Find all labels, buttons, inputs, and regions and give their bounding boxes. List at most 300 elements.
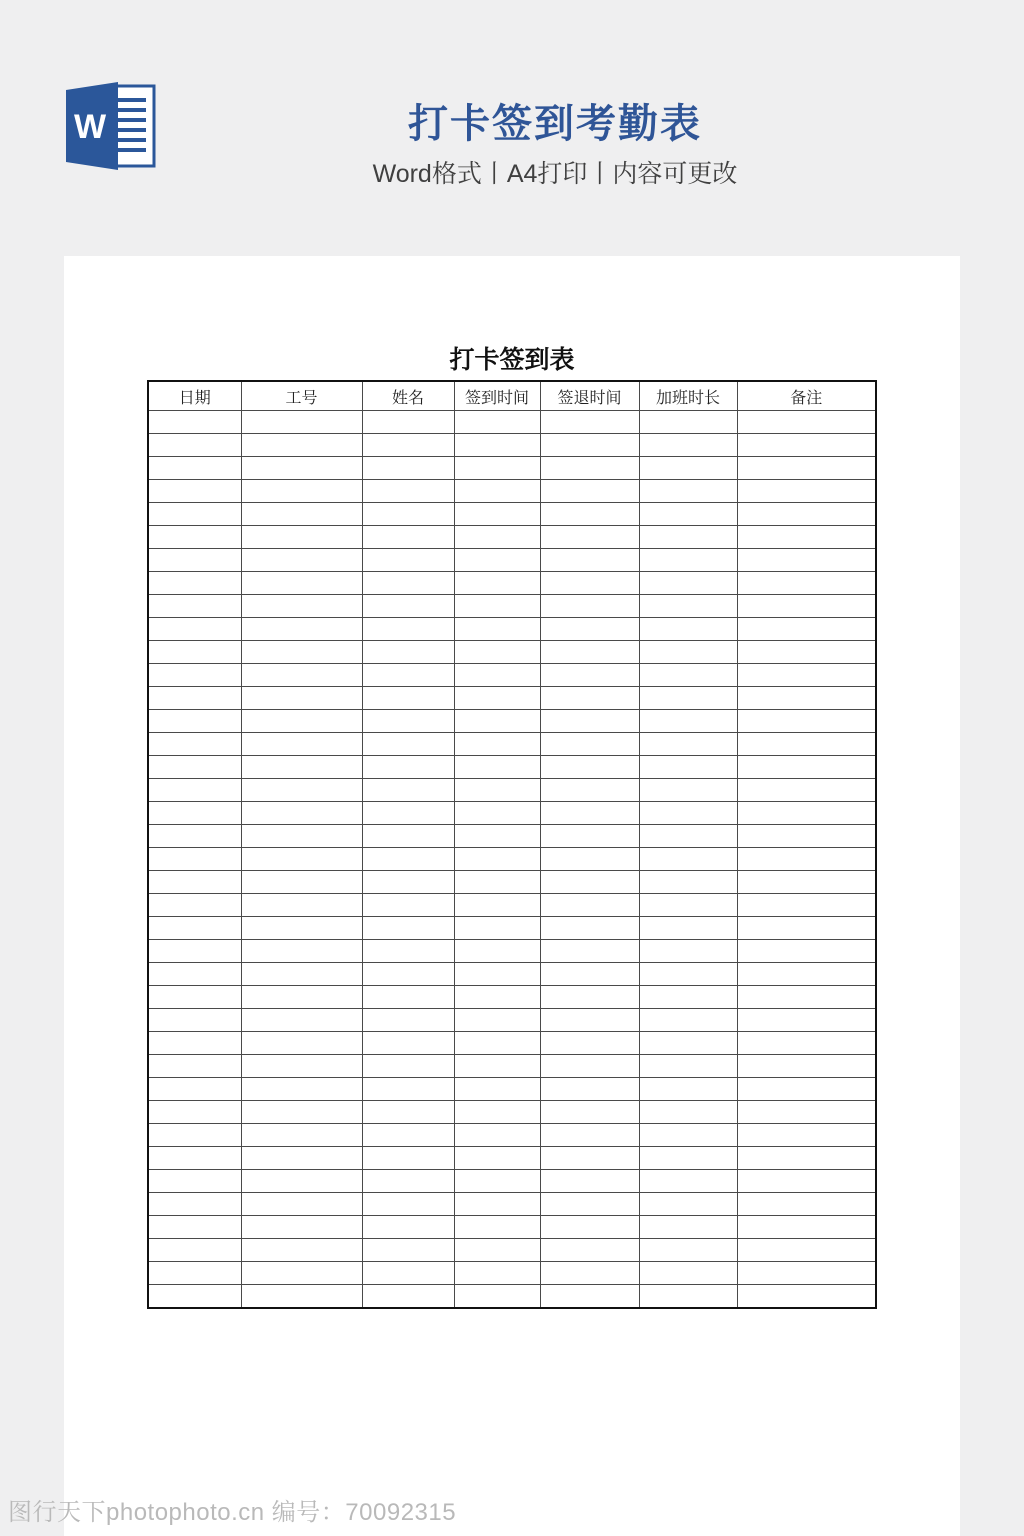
table-cell[interactable]	[540, 710, 639, 733]
table-cell[interactable]	[241, 779, 362, 802]
table-cell[interactable]	[454, 1101, 540, 1124]
table-cell[interactable]	[737, 526, 876, 549]
table-cell[interactable]	[737, 802, 876, 825]
table-cell[interactable]	[148, 1009, 241, 1032]
table-cell[interactable]	[241, 940, 362, 963]
table-cell[interactable]	[639, 457, 737, 480]
table-row	[148, 434, 876, 457]
table-cell[interactable]	[148, 917, 241, 940]
table-cell[interactable]	[639, 1101, 737, 1124]
table-cell[interactable]	[639, 825, 737, 848]
table-cell[interactable]	[362, 1009, 454, 1032]
table-cell[interactable]	[362, 1285, 454, 1309]
table-cell[interactable]	[454, 733, 540, 756]
table-cell[interactable]	[148, 549, 241, 572]
table-cell[interactable]	[454, 1055, 540, 1078]
table-row	[148, 664, 876, 687]
table-cell[interactable]	[639, 1032, 737, 1055]
table-cell[interactable]	[540, 526, 639, 549]
table-cell[interactable]	[148, 664, 241, 687]
table-cell[interactable]	[454, 595, 540, 618]
table-row	[148, 595, 876, 618]
table-cell[interactable]	[737, 940, 876, 963]
table-cell[interactable]	[241, 687, 362, 710]
table-cell[interactable]	[540, 457, 639, 480]
table-cell[interactable]	[362, 434, 454, 457]
table-cell[interactable]	[454, 411, 540, 434]
table-cell[interactable]	[148, 1285, 241, 1309]
table-cell[interactable]	[639, 503, 737, 526]
table-cell[interactable]	[454, 457, 540, 480]
table-cell[interactable]	[454, 687, 540, 710]
table-row	[148, 986, 876, 1009]
table-cell[interactable]	[148, 1170, 241, 1193]
table-cell[interactable]	[737, 1170, 876, 1193]
table-row	[148, 1147, 876, 1170]
table-cell[interactable]	[737, 710, 876, 733]
table-cell[interactable]	[241, 549, 362, 572]
table-cell[interactable]	[148, 1216, 241, 1239]
table-cell[interactable]	[540, 848, 639, 871]
table-cell[interactable]	[362, 664, 454, 687]
table-cell[interactable]	[148, 963, 241, 986]
table-cell[interactable]	[148, 503, 241, 526]
table-cell[interactable]	[540, 779, 639, 802]
table-cell[interactable]	[639, 871, 737, 894]
table-cell[interactable]	[362, 687, 454, 710]
table-cell[interactable]	[241, 825, 362, 848]
table-cell[interactable]	[639, 1170, 737, 1193]
table-cell[interactable]	[639, 1193, 737, 1216]
table-cell[interactable]	[241, 1170, 362, 1193]
table-cell[interactable]	[737, 963, 876, 986]
table-cell[interactable]	[737, 848, 876, 871]
table-cell[interactable]	[540, 1262, 639, 1285]
table-row	[148, 480, 876, 503]
word-document-icon	[64, 80, 156, 172]
table-cell[interactable]	[362, 963, 454, 986]
table-cell[interactable]	[241, 963, 362, 986]
table-row	[148, 733, 876, 756]
table-cell[interactable]	[454, 802, 540, 825]
table-cell[interactable]	[148, 756, 241, 779]
table-row	[148, 1124, 876, 1147]
table-cell[interactable]	[362, 871, 454, 894]
table-cell[interactable]	[639, 1285, 737, 1309]
table-cell[interactable]	[737, 1009, 876, 1032]
table-cell[interactable]	[737, 503, 876, 526]
table-cell[interactable]	[639, 710, 737, 733]
table-cell[interactable]	[241, 848, 362, 871]
table-cell[interactable]	[148, 1032, 241, 1055]
table-cell[interactable]	[148, 1055, 241, 1078]
table-cell[interactable]	[148, 641, 241, 664]
table-cell[interactable]	[362, 917, 454, 940]
table-cell[interactable]	[241, 1032, 362, 1055]
table-cell[interactable]	[241, 526, 362, 549]
table-cell[interactable]	[148, 1262, 241, 1285]
table-cell[interactable]	[241, 1124, 362, 1147]
table-cell[interactable]	[362, 733, 454, 756]
table-cell[interactable]	[241, 1078, 362, 1101]
table-row	[148, 1101, 876, 1124]
table-cell[interactable]	[639, 940, 737, 963]
table-cell[interactable]	[737, 572, 876, 595]
table-cell[interactable]	[148, 940, 241, 963]
table-cell[interactable]	[454, 1262, 540, 1285]
table-cell[interactable]	[737, 733, 876, 756]
table-cell[interactable]	[454, 1285, 540, 1309]
table-cell[interactable]	[362, 1032, 454, 1055]
table-cell[interactable]	[540, 1101, 639, 1124]
table-cell[interactable]	[454, 1124, 540, 1147]
table-cell[interactable]	[454, 526, 540, 549]
table-cell[interactable]	[241, 411, 362, 434]
table-cell[interactable]	[737, 1078, 876, 1101]
table-cell[interactable]	[362, 986, 454, 1009]
table-cell[interactable]	[148, 526, 241, 549]
table-cell[interactable]	[362, 572, 454, 595]
table-cell[interactable]	[540, 917, 639, 940]
table-cell[interactable]	[737, 1193, 876, 1216]
table-cell[interactable]	[737, 664, 876, 687]
table-cell[interactable]	[639, 411, 737, 434]
table-cell[interactable]	[540, 1032, 639, 1055]
table-cell[interactable]	[362, 1124, 454, 1147]
table-cell[interactable]	[737, 1101, 876, 1124]
table-cell[interactable]	[148, 986, 241, 1009]
table-cell[interactable]	[737, 986, 876, 1009]
table-cell[interactable]	[737, 1124, 876, 1147]
table-cell[interactable]	[737, 1055, 876, 1078]
table-cell[interactable]	[362, 825, 454, 848]
table-cell[interactable]	[362, 1170, 454, 1193]
table-cell[interactable]	[148, 1101, 241, 1124]
table-cell[interactable]	[639, 1147, 737, 1170]
table-cell[interactable]	[241, 434, 362, 457]
table-cell[interactable]	[737, 871, 876, 894]
table-cell[interactable]	[362, 1101, 454, 1124]
table-cell[interactable]	[639, 664, 737, 687]
table-cell[interactable]	[540, 1009, 639, 1032]
table-cell[interactable]	[737, 1216, 876, 1239]
table-cell[interactable]	[148, 1193, 241, 1216]
table-cell[interactable]	[362, 802, 454, 825]
table-cell[interactable]	[639, 1055, 737, 1078]
table-cell[interactable]	[639, 1262, 737, 1285]
table-row	[148, 1078, 876, 1101]
table-cell[interactable]	[241, 1239, 362, 1262]
table-cell[interactable]	[362, 595, 454, 618]
table-cell[interactable]	[241, 480, 362, 503]
table-cell[interactable]	[540, 434, 639, 457]
table-cell[interactable]	[454, 664, 540, 687]
table-cell[interactable]	[639, 963, 737, 986]
table-cell[interactable]	[148, 733, 241, 756]
table-cell[interactable]	[148, 1239, 241, 1262]
table-cell[interactable]	[241, 802, 362, 825]
table-cell[interactable]	[241, 457, 362, 480]
table-cell[interactable]	[241, 572, 362, 595]
table-cell[interactable]	[540, 1124, 639, 1147]
table-row	[148, 1216, 876, 1239]
table-cell[interactable]	[639, 1239, 737, 1262]
table-cell[interactable]	[362, 1193, 454, 1216]
table-cell[interactable]	[639, 480, 737, 503]
table-cell[interactable]	[362, 940, 454, 963]
watermark: 图行天下photophoto.cn 编号：70092315	[8, 1499, 457, 1526]
table-cell[interactable]	[148, 1078, 241, 1101]
table-cell[interactable]	[241, 664, 362, 687]
table-row	[148, 457, 876, 480]
table-cell[interactable]	[148, 1147, 241, 1170]
table-cell[interactable]	[737, 825, 876, 848]
table-cell[interactable]	[148, 871, 241, 894]
table-cell[interactable]	[540, 411, 639, 434]
table-cell[interactable]	[241, 894, 362, 917]
table-cell[interactable]	[454, 1032, 540, 1055]
table-cell[interactable]	[148, 825, 241, 848]
table-cell[interactable]	[241, 503, 362, 526]
table-cell[interactable]	[454, 1239, 540, 1262]
table-cell[interactable]	[639, 1009, 737, 1032]
table-cell[interactable]	[362, 526, 454, 549]
table-cell[interactable]	[148, 1124, 241, 1147]
table-cell[interactable]	[362, 1078, 454, 1101]
table-cell[interactable]	[362, 411, 454, 434]
table-cell[interactable]	[241, 595, 362, 618]
table-cell[interactable]	[540, 1078, 639, 1101]
table-cell[interactable]	[241, 710, 362, 733]
table-cell[interactable]	[362, 1262, 454, 1285]
table-cell[interactable]	[540, 1170, 639, 1193]
table-cell[interactable]	[540, 1055, 639, 1078]
table-cell[interactable]	[639, 779, 737, 802]
table-cell[interactable]	[540, 1216, 639, 1239]
table-cell[interactable]	[362, 848, 454, 871]
table-cell[interactable]	[241, 1101, 362, 1124]
table-cell[interactable]	[241, 641, 362, 664]
table-cell[interactable]	[540, 687, 639, 710]
table-cell[interactable]	[241, 917, 362, 940]
table-cell[interactable]	[148, 572, 241, 595]
table-cell[interactable]	[639, 549, 737, 572]
table-row	[148, 503, 876, 526]
table-row	[148, 641, 876, 664]
table-cell[interactable]	[241, 1147, 362, 1170]
table-cell[interactable]	[639, 917, 737, 940]
table-cell[interactable]	[540, 1239, 639, 1262]
table-cell[interactable]	[639, 1216, 737, 1239]
table-cell[interactable]	[454, 1078, 540, 1101]
table-cell[interactable]	[540, 756, 639, 779]
table-cell[interactable]	[540, 940, 639, 963]
table-cell[interactable]	[454, 779, 540, 802]
table-cell[interactable]	[737, 1285, 876, 1309]
table-cell[interactable]	[241, 871, 362, 894]
table-cell[interactable]	[540, 825, 639, 848]
table-cell[interactable]	[540, 802, 639, 825]
table-cell[interactable]	[362, 1055, 454, 1078]
table-cell[interactable]	[362, 756, 454, 779]
table-cell[interactable]	[540, 894, 639, 917]
table-cell[interactable]	[148, 687, 241, 710]
column-header-employee-id: 工号	[241, 381, 362, 411]
table-cell[interactable]	[362, 641, 454, 664]
table-cell[interactable]	[362, 710, 454, 733]
table-cell[interactable]	[454, 1216, 540, 1239]
table-cell[interactable]	[454, 940, 540, 963]
table-cell[interactable]	[454, 1193, 540, 1216]
table-row	[148, 1239, 876, 1262]
table-cell[interactable]	[454, 1009, 540, 1032]
table-cell[interactable]	[540, 641, 639, 664]
table-cell[interactable]	[148, 480, 241, 503]
table-cell[interactable]	[241, 1216, 362, 1239]
table-cell[interactable]	[241, 1009, 362, 1032]
table-cell[interactable]	[454, 710, 540, 733]
table-cell[interactable]	[639, 848, 737, 871]
table-cell[interactable]	[454, 549, 540, 572]
table-cell[interactable]	[148, 618, 241, 641]
table-cell[interactable]	[737, 1262, 876, 1285]
table-cell[interactable]	[454, 1147, 540, 1170]
table-cell[interactable]	[737, 917, 876, 940]
table-cell[interactable]	[639, 986, 737, 1009]
document-page	[64, 256, 960, 1536]
table-cell[interactable]	[737, 618, 876, 641]
table-cell[interactable]	[639, 595, 737, 618]
table-cell[interactable]	[148, 595, 241, 618]
column-header-sign-out-time: 签退时间	[540, 381, 639, 411]
table-cell[interactable]	[540, 871, 639, 894]
table-cell[interactable]	[148, 434, 241, 457]
table-cell[interactable]	[540, 618, 639, 641]
table-cell[interactable]	[454, 1170, 540, 1193]
table-cell[interactable]	[639, 434, 737, 457]
table-cell[interactable]	[737, 434, 876, 457]
table-cell[interactable]	[540, 595, 639, 618]
column-header-overtime: 加班时长	[639, 381, 737, 411]
table-cell[interactable]	[454, 641, 540, 664]
table-cell[interactable]	[241, 733, 362, 756]
table-cell[interactable]	[362, 894, 454, 917]
table-cell[interactable]	[737, 687, 876, 710]
table-cell[interactable]	[454, 986, 540, 1009]
table-cell[interactable]	[454, 871, 540, 894]
table-cell[interactable]	[241, 1262, 362, 1285]
table-cell[interactable]	[148, 411, 241, 434]
table-cell[interactable]	[362, 1216, 454, 1239]
table-cell[interactable]	[737, 1239, 876, 1262]
table-row	[148, 526, 876, 549]
table-cell[interactable]	[454, 963, 540, 986]
table-cell[interactable]	[454, 825, 540, 848]
table-cell[interactable]	[737, 641, 876, 664]
table-cell[interactable]	[362, 1147, 454, 1170]
table-cell[interactable]	[737, 1147, 876, 1170]
table-cell[interactable]	[454, 756, 540, 779]
table-cell[interactable]	[639, 756, 737, 779]
table-cell[interactable]	[737, 894, 876, 917]
table-cell[interactable]	[148, 457, 241, 480]
table-cell[interactable]	[540, 1147, 639, 1170]
table-cell[interactable]	[540, 1285, 639, 1309]
table-cell[interactable]	[639, 572, 737, 595]
table-cell[interactable]	[241, 986, 362, 1009]
table-cell[interactable]	[737, 411, 876, 434]
table-row	[148, 1009, 876, 1032]
table-cell[interactable]	[639, 1124, 737, 1147]
table-row	[148, 917, 876, 940]
table-cell[interactable]	[454, 434, 540, 457]
table-cell[interactable]	[540, 503, 639, 526]
table-cell[interactable]	[454, 848, 540, 871]
table-cell[interactable]	[362, 618, 454, 641]
table-cell[interactable]	[362, 779, 454, 802]
table-cell[interactable]	[454, 894, 540, 917]
table-cell[interactable]	[454, 917, 540, 940]
table-cell[interactable]	[639, 802, 737, 825]
table-cell[interactable]	[737, 549, 876, 572]
table-cell[interactable]	[241, 1193, 362, 1216]
table-cell[interactable]	[540, 986, 639, 1009]
table-cell[interactable]	[639, 733, 737, 756]
table-cell[interactable]	[362, 457, 454, 480]
table-cell[interactable]	[639, 526, 737, 549]
table-cell[interactable]	[241, 618, 362, 641]
table-cell[interactable]	[148, 848, 241, 871]
table-cell[interactable]	[737, 480, 876, 503]
attendance-table	[147, 380, 877, 1309]
table-cell[interactable]	[540, 549, 639, 572]
table-cell[interactable]	[540, 963, 639, 986]
table-cell[interactable]	[639, 687, 737, 710]
table-cell[interactable]	[639, 618, 737, 641]
table-cell[interactable]	[639, 641, 737, 664]
table-cell[interactable]	[639, 894, 737, 917]
table-cell[interactable]	[540, 664, 639, 687]
table-cell[interactable]	[454, 572, 540, 595]
table-cell[interactable]	[737, 1032, 876, 1055]
table-cell[interactable]	[148, 710, 241, 733]
table-cell[interactable]	[148, 779, 241, 802]
table-row	[148, 779, 876, 802]
table-cell[interactable]	[362, 480, 454, 503]
table-cell[interactable]	[737, 779, 876, 802]
table-cell[interactable]	[148, 894, 241, 917]
table-row	[148, 963, 876, 986]
table-cell[interactable]	[639, 1078, 737, 1101]
table-cell[interactable]	[148, 802, 241, 825]
table-cell[interactable]	[241, 1285, 362, 1309]
table-cell[interactable]	[540, 1193, 639, 1216]
table-cell[interactable]	[241, 756, 362, 779]
table-cell[interactable]	[737, 595, 876, 618]
table-cell[interactable]	[241, 1055, 362, 1078]
table-cell[interactable]	[540, 733, 639, 756]
table-cell[interactable]	[737, 457, 876, 480]
table-cell[interactable]	[362, 1239, 454, 1262]
table-cell[interactable]	[454, 618, 540, 641]
table-cell[interactable]	[362, 503, 454, 526]
table-cell[interactable]	[454, 480, 540, 503]
table-cell[interactable]	[540, 480, 639, 503]
table-cell[interactable]	[362, 549, 454, 572]
table-cell[interactable]	[737, 756, 876, 779]
table-cell[interactable]	[540, 572, 639, 595]
table-cell[interactable]	[454, 503, 540, 526]
